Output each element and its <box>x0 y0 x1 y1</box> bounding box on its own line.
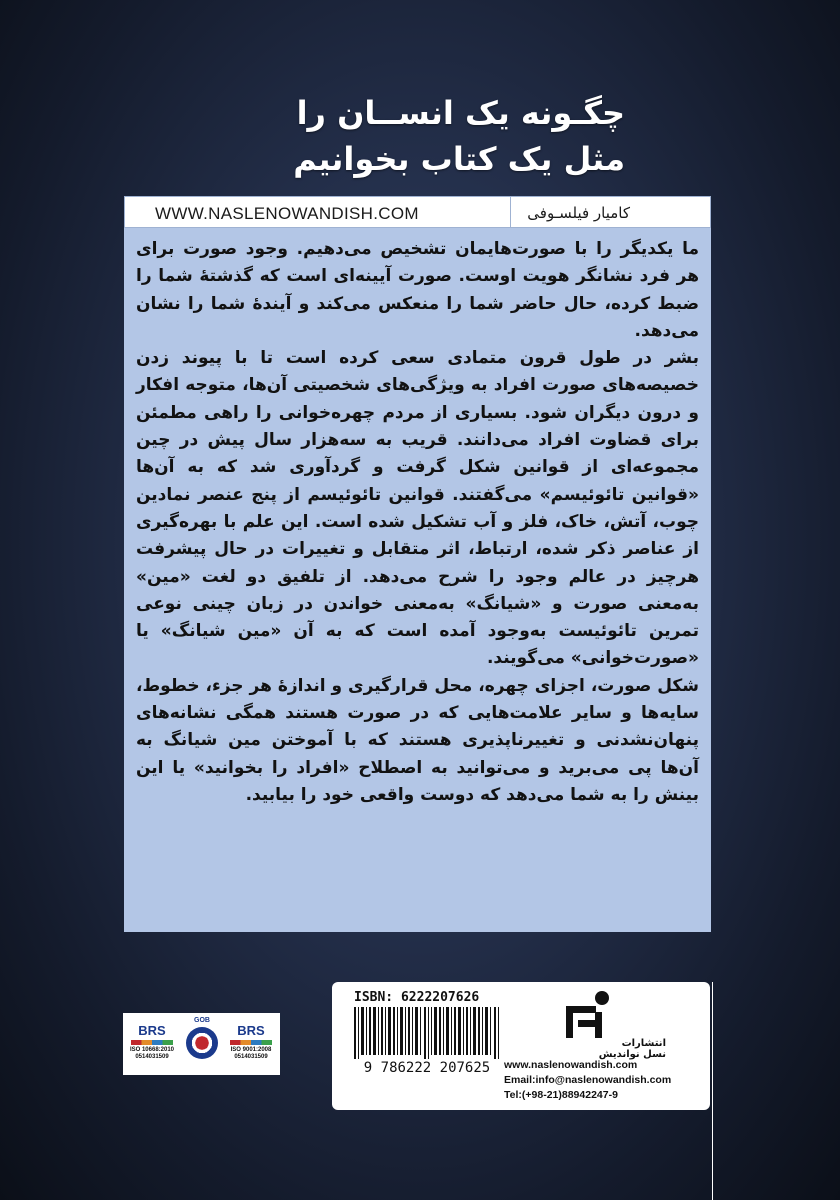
cover-edge-line <box>712 982 713 1200</box>
certificate-code: 0514031509 <box>135 1054 169 1060</box>
certification-logos <box>123 1013 280 1075</box>
gob-emblem-icon <box>186 1027 218 1059</box>
info-bar <box>124 196 711 228</box>
publisher-web-address: www.naslenowandish.com <box>504 1059 638 1071</box>
brs-logo: BRS <box>138 1023 166 1038</box>
brs-certificate-2 <box>226 1017 276 1071</box>
brs-color-bar <box>131 1040 173 1045</box>
publisher-phone: Tel:(+98-21)88942247-9 <box>504 1089 618 1101</box>
publisher-name: انتشارات نسل نواندیش <box>598 1038 666 1060</box>
isbn-label: ISBN: 6222207626 <box>354 990 480 1005</box>
barcode-panel <box>332 982 710 1110</box>
barcode-icon <box>352 1007 502 1059</box>
iso-standard: ISO 9001:2008 <box>230 1047 272 1053</box>
gob-seal <box>180 1019 224 1067</box>
barcode-number: 9 786222 207625 <box>363 1060 491 1076</box>
author-name: کامیار فیلسـوفی <box>527 204 630 222</box>
description-paragraph-2: بشر در طول قرون متمادی سعی کرده است تا با پیوند زدن خصیصه‌های صورت افراد به ویژگی‌های شخصیتی آن‌ها، متوجه افکار و درون دیگران شود. بسیاری از مردم چهره‌خوانی را راهی مطمئن برای قضاوت افراد می‌دانند. قریب به سه‌هزار سال پیش در چین مجموعه‌ای از قوانین شکل گرفت و گردآوری شد که به آن‌ها «قوانین تائوئیسم» می‌گفتند. قوانین تائوئیسم از پنج عنصر نمادین چوب، آتش، خاک، فلز و آب تشکیل شده است. این علم با بهره‌گیری از عناصر ذکر شده، ارتباط، اثر متقابل و تغییرات در حال پیشرفت هرچیز در عالم وجود را شرح می‌دهد. از تلفیق دو لغت «مین» به‌معنی صورت و «شیانگ» به‌معنی خواندن در زبان چینی نوعی تمرین تائوئیست به‌وجود آمده است که به آن «مین شیانگ» یا «صورت‌خوانی» می‌گویند. <box>136 348 699 669</box>
brs-logo: BRS <box>237 1023 265 1038</box>
publisher-website: WWW.NASLENOWANDISH.COM <box>155 204 419 223</box>
description-paragraph-3: شکل صورت، اجزای چهره، محل قرارگیری و اندازهٔ هر جزء، خطوط، سایه‌ها و سایر علامت‌هایی که در صورت هستند همگی نشانه‌های پنهان‌نشدنی و تغییرناپذیری هستند که با آموختن مین شیانگ به آن‌ها پی می‌برید و می‌توانید به اصطلاح «افراد را بخوانید» یا این بینش را به شما می‌دهد که دوست واقعی خود را بیابید. <box>136 675 699 805</box>
info-bar-divider <box>510 197 511 227</box>
description-paragraph-1: ما یکدیگر را با صورت‌هایمان تشخیص می‌دهیم. وجود صورت برای هر فرد نشانگر هویت اوست. صورت آیینه‌ای است که گذشتهٔ شما را ضبط کرده، حال حاضر شما را منعکس می‌کند و آیندهٔ شما را نشان می‌دهد. <box>136 239 699 341</box>
brs-certificate-1 <box>127 1017 177 1071</box>
description-panel <box>124 228 711 932</box>
certificate-code: 0514031509 <box>234 1054 268 1060</box>
book-title-line-2: مثل یک کتاب بخوانیم <box>293 140 625 178</box>
publisher-email: Email:info@naslenowandish.com <box>504 1074 672 1086</box>
brs-color-bar <box>230 1040 272 1045</box>
publisher-logo-icon <box>558 988 614 1044</box>
gob-label: GOB <box>194 1017 210 1024</box>
book-title-line-1: چگـونه یک انســان را <box>296 94 625 132</box>
iso-standard: ISO 10668:2010 <box>129 1047 175 1053</box>
